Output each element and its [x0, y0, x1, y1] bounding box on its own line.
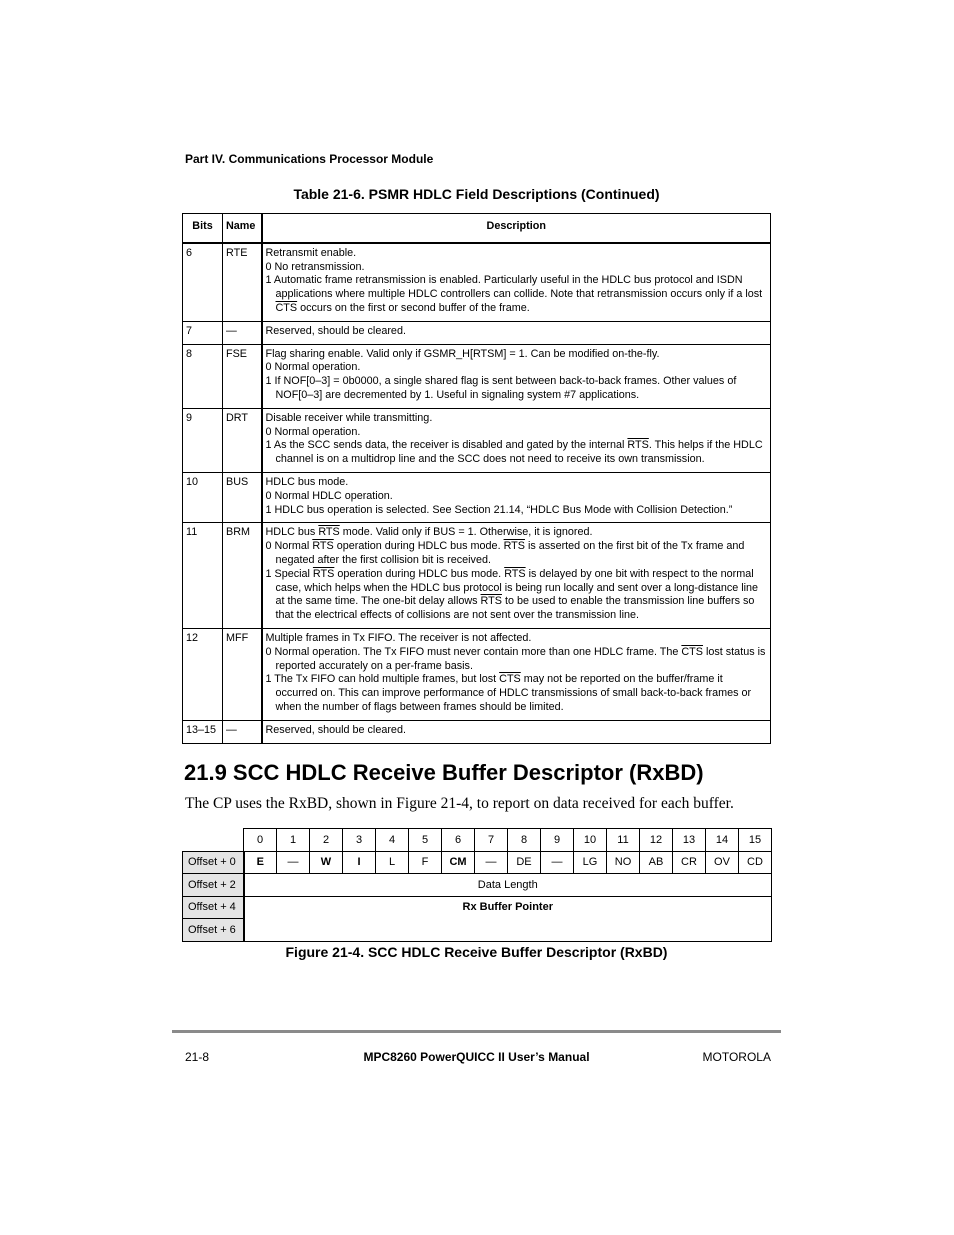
offset-4-row: [183, 896, 772, 919]
bits-cell: 6: [183, 243, 223, 321]
status-bit-field: CD: [739, 851, 772, 874]
status-bit-field: AB: [640, 851, 673, 874]
bit-number: 13: [673, 829, 706, 852]
status-bit-field: DE: [508, 851, 541, 874]
description-cell: [262, 720, 771, 743]
offset-0-row: [183, 851, 772, 874]
table-row: [183, 408, 771, 472]
footer-rule: [172, 1030, 781, 1033]
rxbd-register-diagram: [182, 828, 772, 942]
description-line: 1 As the SCC sends data, the receiver is disabled and gated by the internal $\overline{RTS}$. This helps if the HDLC channel is on a multidrop line and the SCC does not need to receive its own transmission.: [265, 439, 763, 466]
bit-number: 15: [739, 829, 772, 852]
footer-manual-title: MPC8260 PowerQUICC II User’s Manual: [363, 1050, 590, 1064]
bit-number: 11: [607, 829, 640, 852]
offset-2-row: [183, 874, 772, 897]
description-line: 0 Normal operation.: [265, 425, 361, 438]
status-bit-field: —: [541, 851, 574, 874]
status-bit-field: NO: [607, 851, 640, 874]
bit-number: 12: [640, 829, 673, 852]
description-cell: [262, 523, 771, 629]
bits-cell: 7: [183, 321, 223, 344]
bit-number: 8: [508, 829, 541, 852]
description-cell: [262, 408, 771, 472]
description-line: 1 If NOF[0–3] = 0b0000, a single shared flag is sent between back-to-back frames. Other values of NOF[0–3] are decremented by 1. Useful in signaling system #7 applications.: [265, 375, 737, 401]
description-line: 1 Automatic frame retransmission is enabled. Particularly useful in the HDLC bus protocol and ISDN applications where multiple HDLC controllers can collide. Note that retransmission occurs only if a lost $\overline{CTS}$ occurs on the first or second buffer of the frame.: [265, 274, 763, 314]
bit-number: 9: [541, 829, 574, 852]
name-cell: —: [223, 720, 262, 743]
description-line: HDLC bus $\overline{RTS}$ mode. Valid only if BUS = 1. Otherwise, it is ignored.: [265, 526, 593, 539]
section-heading: 21.9 SCC HDLC Receive Buffer Descriptor (RxBD): [184, 760, 704, 785]
bits-cell: 10: [183, 472, 223, 522]
description-cell: [262, 628, 771, 720]
offset-label: Offset + 0: [183, 851, 244, 874]
table-row: [183, 344, 771, 408]
bit-number: 14: [706, 829, 739, 852]
name-cell: MFF: [223, 628, 262, 720]
footer-company: MOTOROLA: [702, 1050, 771, 1064]
description-cell: [262, 344, 771, 408]
description-line: Reserved, should be cleared.: [265, 723, 406, 736]
column-header-name: Name: [223, 214, 262, 243]
description-line: Retransmit enable.: [265, 246, 357, 259]
column-header-bits: Bits: [183, 214, 223, 243]
bit-number: 7: [475, 829, 508, 852]
bit-number: 1: [277, 829, 310, 852]
table-row: [183, 321, 771, 344]
offset-label: Offset + 4: [183, 896, 244, 919]
description-line: HDLC bus mode.: [265, 475, 349, 488]
bit-number: 10: [574, 829, 607, 852]
bit-number: 0: [244, 829, 277, 852]
status-bit-field: —: [277, 851, 310, 874]
column-header-description: Description: [262, 214, 771, 243]
figure-caption: Figure 21-4. SCC HDLC Receive Buffer Descriptor (RxBD): [285, 944, 668, 960]
data-length-field: Data Length: [244, 874, 772, 897]
bits-cell: 9: [183, 408, 223, 472]
status-bit-field: I: [343, 851, 376, 874]
table-row: [183, 720, 771, 743]
status-bit-field: F: [409, 851, 442, 874]
field-descriptions-table: [182, 213, 771, 744]
status-bit-field: —: [475, 851, 508, 874]
status-bit-field: CM: [442, 851, 475, 874]
description-line: Flag sharing enable. Valid only if GSMR_H[RTSM] = 1. Can be modified on-the-fly.: [265, 347, 660, 360]
bits-cell: 11: [183, 523, 223, 629]
description-cell: [262, 243, 771, 321]
status-bit-field: OV: [706, 851, 739, 874]
section-body-text: The CP uses the RxBD, shown in Figure 21-4, to report on data received for each buffer.: [185, 795, 734, 812]
table-header-row: [183, 214, 771, 243]
bits-cell: 8: [183, 344, 223, 408]
bit-number: 6: [442, 829, 475, 852]
name-cell: BRM: [223, 523, 262, 629]
rx-buffer-pointer-field: Rx Buffer Pointer: [244, 896, 772, 941]
description-line: 1 The Tx FIFO can hold multiple frames, but lost $\overline{CTS}$ may not be reported on the buffer/frame it occurred on. This can improve performance of HDLC transmissions of small back-to-back frames or when the number of flags between frames should be limited.: [265, 673, 752, 713]
description-line: 0 No retransmission.: [265, 260, 365, 273]
bits-cell: 13–15: [183, 720, 223, 743]
status-bit-field: W: [310, 851, 343, 874]
description-line: 0 Normal $\overline{RTS}$ operation during HDLC bus mode. $\overline{RTS}$ is asserted on the first bit of the Tx frame and negated after the first collision bit is received.: [265, 540, 745, 566]
bit-number: 2: [310, 829, 343, 852]
description-line: 0 Normal HDLC operation.: [265, 489, 393, 502]
rxbd-figure: [182, 828, 772, 942]
table-title: Table 21-6. PSMR HDLC Field Descriptions (Continued): [293, 186, 660, 202]
name-cell: —: [223, 321, 262, 344]
status-bit-field: CR: [673, 851, 706, 874]
description-line: Reserved, should be cleared.: [265, 324, 406, 337]
table-row: [183, 472, 771, 522]
name-cell: RTE: [223, 243, 262, 321]
description-line: 0 Normal operation.: [265, 361, 361, 374]
offset-label: Offset + 6: [183, 919, 244, 942]
bit-number: 4: [376, 829, 409, 852]
bit-number: 5: [409, 829, 442, 852]
name-cell: FSE: [223, 344, 262, 408]
table-row: [183, 628, 771, 720]
description-line: 1 Special $\overline{RTS}$ operation during HDLC bus mode. $\overline{RTS}$ is delayed by one bit with respect to the normal case, which helps when the HDLC bus protocol is being run locally and sent over a long-distance line at the same time. The one-bit delay allows $\overline{RTS}$ to be used to enable the transmission line buffers so that the electrical effects of collisions are not sent over the transmission line.: [265, 567, 759, 622]
name-cell: DRT: [223, 408, 262, 472]
description-line: Disable receiver while transmitting.: [265, 411, 433, 424]
table-row: [183, 523, 771, 629]
bit-number-row: [183, 829, 772, 852]
bit-number: 3: [343, 829, 376, 852]
corner-blank: [183, 829, 244, 852]
status-bit-field: L: [376, 851, 409, 874]
description-line: 1 HDLC bus operation is selected. See Section 21.14, “HDLC Bus Mode with Collision Detection.”: [265, 503, 733, 516]
description-line: 0 Normal operation. The Tx FIFO must never contain more than one HDLC frame. The $\overline{CTS}$ lost status is reported accurately on a per-frame basis.: [265, 645, 766, 672]
description-cell: [262, 472, 771, 522]
name-cell: BUS: [223, 472, 262, 522]
offset-label: Offset + 2: [183, 874, 244, 897]
footer-page-number: 21-8: [185, 1050, 210, 1064]
status-bit-field: LG: [574, 851, 607, 874]
description-cell: [262, 321, 771, 344]
running-head: Part IV. Communications Processor Module: [185, 152, 434, 166]
table-row: [183, 243, 771, 321]
bits-cell: 12: [183, 628, 223, 720]
description-line: Multiple frames in Tx FIFO. The receiver is not affected.: [265, 631, 532, 644]
status-bit-field: E: [244, 851, 277, 874]
